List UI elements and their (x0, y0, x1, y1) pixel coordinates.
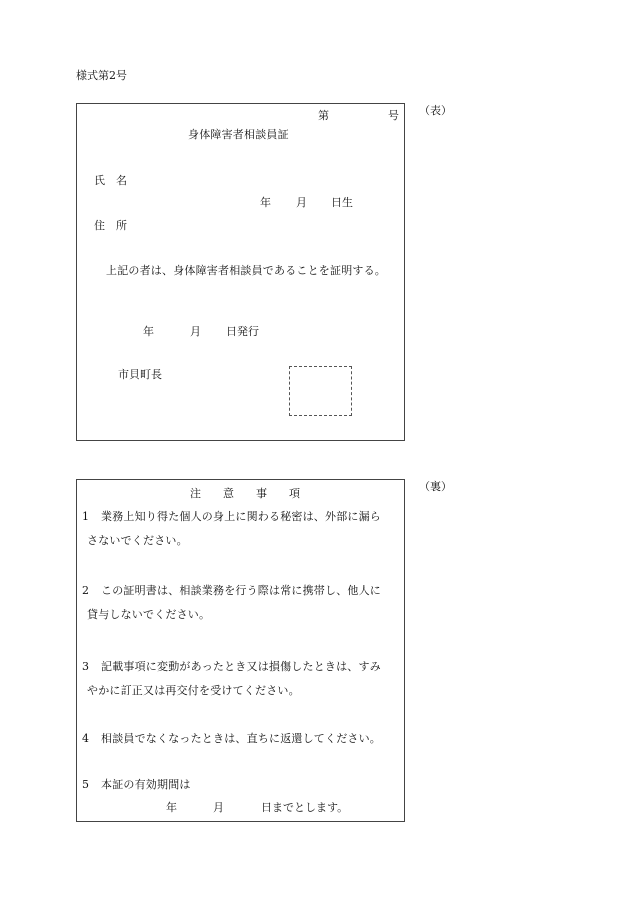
notes-title: 注 意 事 項 (190, 487, 300, 500)
validity-month-label: 月 (213, 801, 224, 814)
issue-month-label: 月 (190, 325, 201, 338)
birth-month-label: 月 (296, 196, 307, 209)
note-1-line1: 業務上知り得た個人の身上に関わる秘密は、外部に漏ら (101, 510, 381, 523)
note-5-line1: 本証の有効期間は (101, 778, 191, 791)
note-3-number: 3 (82, 660, 89, 673)
note-4-line1: 相談員でなくなったときは、直ちに返還してください。 (101, 732, 381, 745)
issuer-name: 市貝町長 (118, 368, 162, 381)
seal-box (289, 366, 352, 416)
note-2-number: 2 (82, 584, 89, 597)
birth-year-label: 年 (260, 196, 271, 209)
back-side-label: （裏） (419, 480, 452, 493)
note-4-number: 4 (82, 732, 89, 745)
number-label-go: 号 (388, 109, 399, 122)
note-2-line1: この証明書は、相談業務を行う際は常に携帯し、他人に (101, 584, 381, 597)
note-2-line2: 貸与しないでください。 (87, 608, 211, 621)
birth-day-label: 日生 (331, 196, 353, 209)
issue-year-label: 年 (143, 325, 154, 338)
name-label: 氏 名 (94, 174, 127, 187)
note-1-number: 1 (82, 510, 89, 523)
note-5-number: 5 (82, 778, 89, 791)
issue-day-label: 日発行 (226, 325, 259, 338)
note-3-line2: やかに訂正又は再交付を受けてください。 (87, 684, 300, 697)
form-number: 様式第2号 (76, 69, 127, 82)
card-title: 身体障害者相談員証 (188, 128, 289, 141)
back-card (76, 479, 405, 822)
certification-text: 上記の者は、身体障害者相談員であることを証明する。 (106, 264, 386, 277)
number-label-dai: 第 (318, 109, 329, 122)
validity-year-label: 年 (166, 801, 177, 814)
validity-day-label: 日までとします。 (261, 801, 349, 814)
front-side-label: （表） (419, 104, 452, 117)
address-label: 住 所 (94, 219, 127, 232)
note-3-line1: 記載事項に変動があったとき又は損傷したときは、すみ (101, 660, 381, 673)
note-1-line2: さないでください。 (87, 534, 188, 547)
